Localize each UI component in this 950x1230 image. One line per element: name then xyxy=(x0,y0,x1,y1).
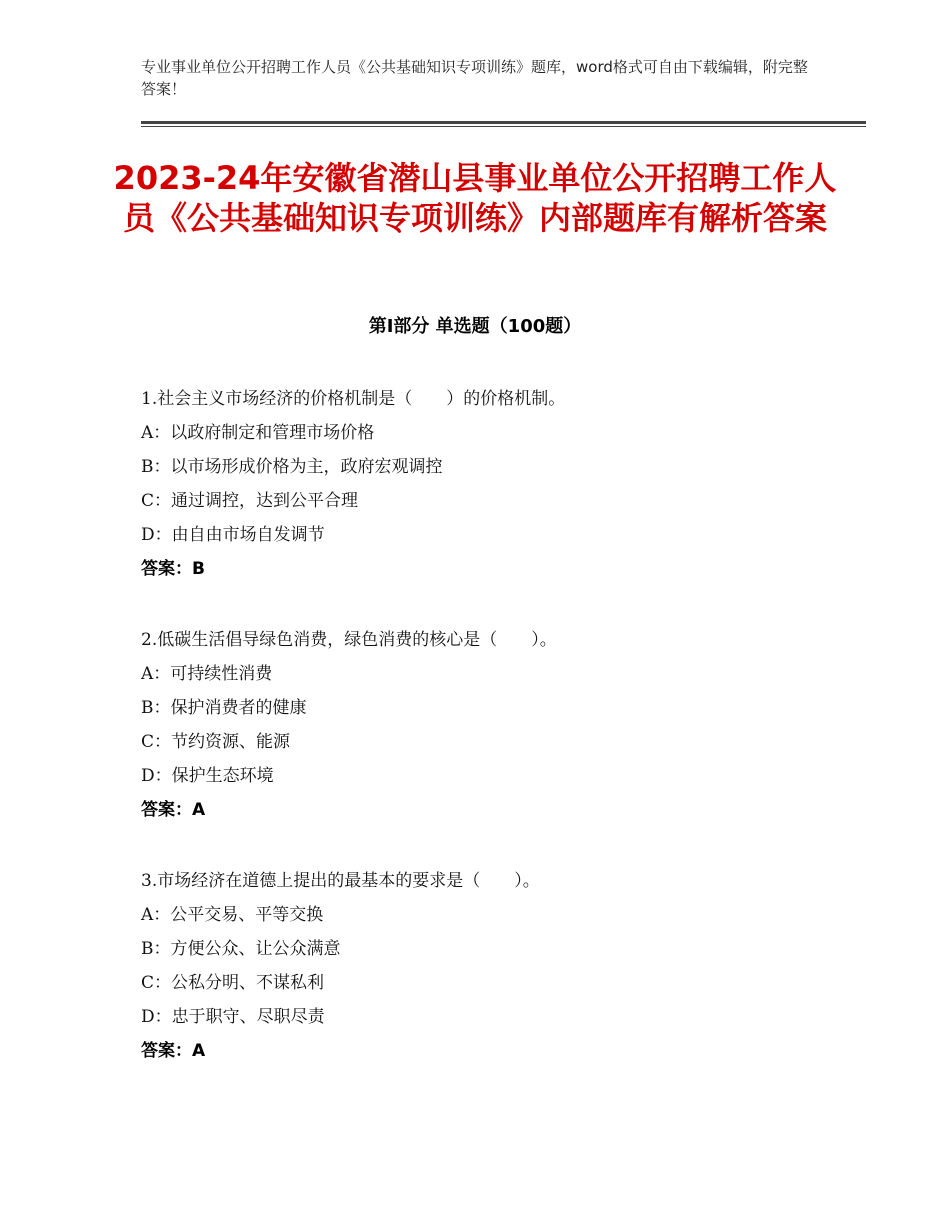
question-stem: 1.社会主义市场经济的价格机制是（ ）的价格机制。 xyxy=(141,389,566,409)
question-stem: 3.市场经济在道德上提出的最基本的要求是（ ）。 xyxy=(141,871,540,891)
document-title: 2023-24年安徽省潜山县事业单位公开招聘工作人员《公共基础知识专项训练》内部题库有解析答案 xyxy=(113,159,837,237)
question-stem: 2.低碳生活倡导绿色消费，绿色消费的核心是（ ）。 xyxy=(141,630,557,650)
header-divider-thick xyxy=(141,121,866,124)
option-b: B：保护消费者的健康 xyxy=(141,698,307,718)
option-b: B：方便公众、让公众满意 xyxy=(141,939,341,959)
option-d: D：由自由市场自发调节 xyxy=(141,525,325,545)
option-d: D：忠于职守、尽职尽责 xyxy=(141,1007,325,1027)
answer: 答案：B xyxy=(141,559,205,579)
option-c: C：节约资源、能源 xyxy=(141,732,291,752)
option-a: A：可持续性消费 xyxy=(141,664,273,684)
answer: 答案：A xyxy=(141,1041,206,1061)
option-a: A：以政府制定和管理市场价格 xyxy=(141,423,375,443)
header-note: 专业事业单位公开招聘工作人员《公共基础知识专项训练》题库，word格式可自由下载编辑，附完整答案！ xyxy=(141,58,808,98)
option-c: C：公私分明、不谋私利 xyxy=(141,973,325,993)
option-c: C：通过调控，达到公平合理 xyxy=(141,491,359,511)
header-divider-thin xyxy=(141,126,866,127)
option-d: D：保护生态环境 xyxy=(141,766,274,786)
option-a: A：公平交易、平等交换 xyxy=(141,905,324,925)
answer: 答案：A xyxy=(141,800,206,820)
question-1 xyxy=(141,382,861,586)
question-3 xyxy=(141,864,861,1068)
question-list xyxy=(141,382,861,1105)
option-b: B：以市场形成价格为主，政府宏观调控 xyxy=(141,457,443,477)
section-title: 第Ⅰ部分 单选题（100题） xyxy=(368,316,582,337)
question-2 xyxy=(141,623,861,827)
